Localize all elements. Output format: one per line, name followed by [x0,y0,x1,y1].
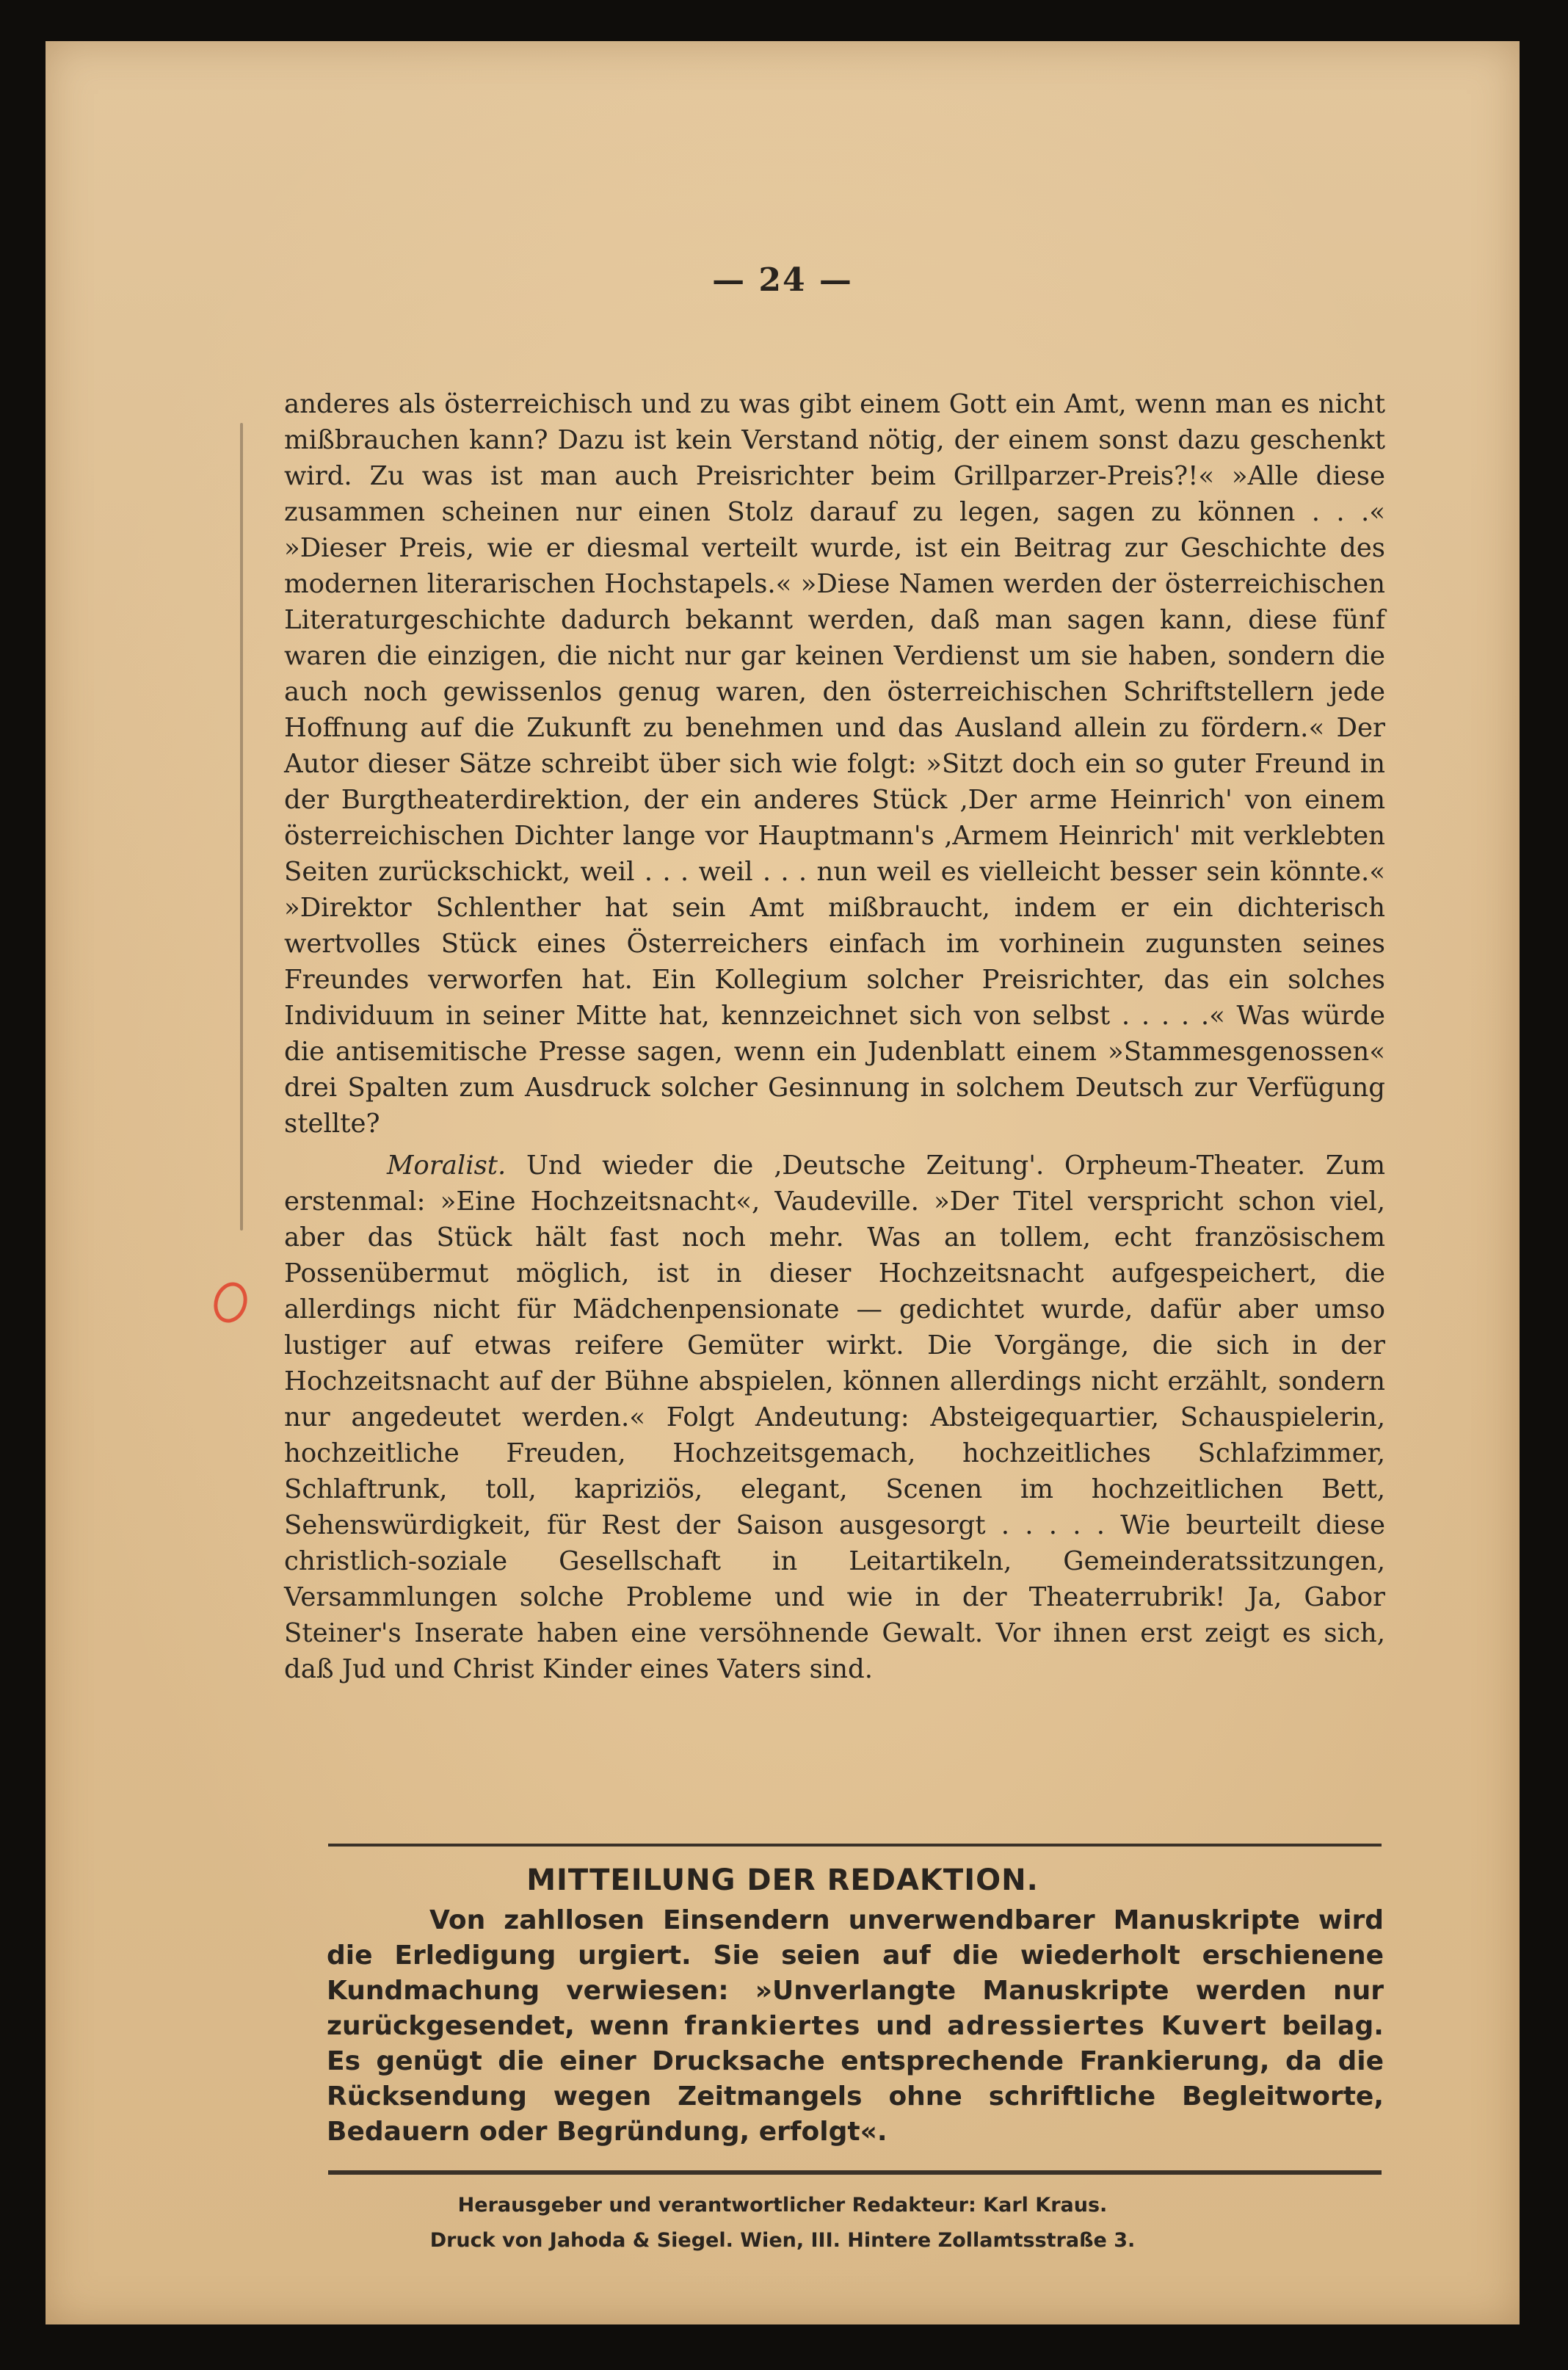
footer-printer: Druck von Jahoda & Siegel. Wien, III. Hintere Zollamtsstraße 3. [429,2229,1136,2252]
notice-emphasis-2: adressiertes Kuvert [947,2011,1268,2041]
notice-title: MITTEILUNG DER REDAKTION. [526,1863,1039,1897]
newspaper-page [46,41,1520,2324]
article-paragraph-2 [284,1148,1385,1687]
red-circle-annotation-icon [208,1278,252,1327]
notice-emphasis-1: frankiertes [684,2011,861,2041]
paragraph-lead-word: Moralist. [387,1150,507,1181]
pencil-margin-line [240,423,243,1231]
page-number: — 24 — [712,261,853,299]
footer-divider [328,2170,1382,2175]
notice-text-2: und [876,2011,933,2041]
notice-body [327,1903,1384,2150]
notice-text-3: beilag. Es genügt die einer Drucksache entsprechende Frankierung, da die Rücksendung wegen Zeitmangels ohne schriftliche Begleitworte, Bedauern oder Begründung, erfolgt«. [327,2011,1384,2147]
article-text [284,386,1385,1687]
article-paragraph-1: anderes als österreichisch und zu was gibt einem Gott ein Amt, wenn man es nicht mißbrauchen kann? Dazu ist kein Verstand nötig, der einem sonst dazu geschenkt wird. Zu was ist man auch Preisrichter beim Grillparzer-Preis?!« »Alle diese zusammen scheinen nur einen Stolz darauf zu legen, sagen zu können . . .« »Dieser Preis, wie er diesmal verteilt wurde, ist ein Beitrag zur Geschichte des modernen literarischen Hochstapels.« »Diese Namen werden der österreichischen Literaturgeschichte dadurch bekannt werden, daß man sagen kann, diese fünf waren die einzigen, die nicht nur gar keinen Verdienst um sie haben, sondern die auch noch gewissenlos genug waren, den österreichischen Schriftstellern jede Hoffnung auf die Zukunft zu benehmen und das Ausland allein zu fördern.« Der Autor dieser Sätze schreibt über sich wie folgt: »Sitzt doch ein so guter Freund in der Burgtheaterdirektion, der ein anderes Stück ‚Der arme Heinrich' von einem österreichischen Dichter lange vor Hauptmann's ‚Armem Heinrich' mit verklebten Seiten zurückschickt, weil . . . weil . . . nun weil es vielleicht besser sein könnte.« »Direktor Schlenther hat sein Amt mißbraucht, indem er ein dichterisch wertvolles Stück eines Österreichers einfach im vorhinein zugunsten seines Freundes verworfen hat. Ein Kollegium solcher Preisrichter, das ein solches Individuum in seiner Mitte hat, kennzeichnet sich von selbst . . . . .« Was würde die antisemitische Presse sagen, wenn ein Judenblatt einem »Stammesgenossen« drei Spalten zum Ausdruck solcher Gesinnung in solchem Deutsch zur Verfügung stellte? [284,389,1385,1139]
section-divider [328,1844,1382,1847]
footer-publisher: Herausgeber und verantwortlicher Redakteur: Karl Kraus. [457,2194,1108,2217]
notice-text-1: Von zahllosen Einsendern unverwendbarer Manuskripte wird die Erledigung urgiert. Sie seien auf die wiederholt erschienene Kundmachung verwiesen: »Unverlangte Manuskripte werden nur zurückgesendet, wenn [327,1905,1384,2041]
paragraph-2-body: Und wieder die ‚Deutsche Zeitung'. Orpheum-Theater. Zum erstenmal: »Eine Hochzeitsnacht«, Vaudeville. »Der Titel verspricht schon viel, aber das Stück hält fast noch mehr. Was an tollem, echt französischem Possenübermut möglich, ist in dieser Hochzeitsnacht aufgespeichert, die allerdings nicht für Mädchenpensionate — gedichtet wurde, dafür aber umso lustiger auf etwas reifere Gemüter wirkt. Die Vorgänge, die sich in der Hochzeitsnacht auf der Bühne abspielen, können allerdings nicht erzählt, sondern nur angedeutet werden.« Folgt Andeutung: Absteigequartier, Schauspielerin, hochzeitliche Freuden, Hochzeitsgemach, hochzeitliches Schlafzimmer, Schlaftrunk, toll, kapriziös, elegant, Scenen im hochzeitlichen Bett, Sehenswürdigkeit, für Rest der Saison ausgesorgt . . . . . Wie beurteilt diese christlich-soziale Gesellschaft in Leitartikeln, Gemeinderatssitzungen, Versammlungen solche Probleme und wie in der Theaterrubrik! Ja, Gabor Steiner's Inserate haben eine versöhnende Gewalt. Vor ihnen erst zeigt es sich, daß Jud und Christ Kinder eines Vaters sind. [284,1150,1385,1684]
